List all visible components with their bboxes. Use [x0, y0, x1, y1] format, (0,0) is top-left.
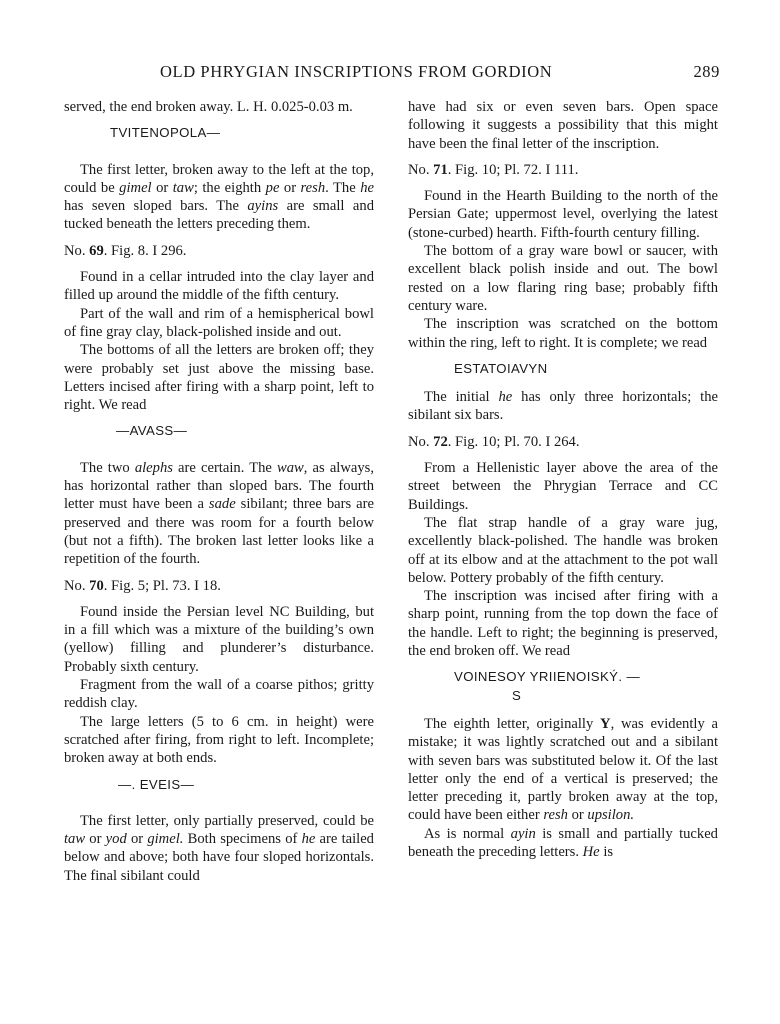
inscription: VOINESOY YRIIENOISKÝ. —	[454, 669, 641, 685]
paragraph: have had six or even seven bars. Open space following it suggests a possibility that this might have been the final letter of the inscription.	[408, 99, 718, 152]
paragraph: The first letter, broken away to the left at the top, could be gimel or taw; the eighth pe or resh. The he has seven sloped bars. The ayins are small and tucked beneath the letters preceding them.	[64, 161, 374, 233]
paragraph: The initial he has only three horizontals; the sibilant six bars.	[408, 389, 718, 424]
inscription-correction: S	[512, 687, 522, 703]
paragraph: The inscription was incised after firing with a sharp point, running from the top down the face of the handle. Left to right; the beginning is preserved, the end broken off. We read	[408, 588, 718, 660]
paragraph: The bottom of a gray ware bowl or saucer, with excellent black polish inside and out. The bowl rested on a low flaring ring base; probably fifth century ware.	[408, 243, 718, 314]
paragraph: Fragment from the wall of a coarse pithos; gritty reddish clay.	[64, 677, 374, 712]
paragraph: The bottoms of all the letters are broken off; they were probably set just above the missing base. Letters incised after firing with a sharp point, left to right. We read	[64, 342, 374, 414]
inscription: TVITENOPOLA—	[110, 125, 221, 141]
entry-heading: No. 71. Fig. 10; Pl. 72. I 111.	[408, 161, 579, 178]
paragraph: The eighth letter, originally Y, was evidently a mistake; it was lightly scratched out and a sibilant with seven bars was substituted below it. Of the last letter only the end of a vertical is preserved; the letter preceding it, partly broken away at the top, could have been either resh or upsilon.	[408, 715, 719, 824]
right-column	[408, 98, 718, 861]
inscription: ESTATOIAVYN	[454, 360, 548, 376]
entry-heading: No. 69. Fig. 8. I 296.	[64, 242, 187, 259]
running-title: OLD PHRYGIAN INSCRIPTIONS FROM GORDION	[160, 62, 553, 81]
paragraph: The two alephs are certain. The waw, as always, has horizontal rather than sloped bars. The fourth letter must have been a sade sibilant; three bars are preserved and there was room for a fourth below (but not a fifth). The broken last letter looks like a repetition of the fourth.	[64, 459, 374, 568]
paragraph: The flat strap handle of a gray ware jug, excellently black-polished. The handle was broken off at its elbow and at the attachment to the pot wall below. Pottery probably of the fifth century.	[408, 514, 718, 586]
inscription: —. EVEIS—	[118, 776, 195, 792]
page-number: 289	[693, 62, 720, 81]
entry-heading: No. 70. Fig. 5; Pl. 73. I 18.	[64, 577, 221, 594]
paragraph: As is normal ayin is small and partially tucked beneath the preceding letters. He is	[408, 825, 718, 860]
paragraph: served, the end broken away. L. H. 0.025-0.03 m.	[64, 99, 353, 115]
paragraph: Part of the wall and rim of a hemispherical bowl of fine gray clay, black-polished inside and out.	[64, 305, 374, 340]
paragraph: The large letters (5 to 6 cm. in height) were scratched after firing, from right to left. Incomplete; broken away at both ends.	[64, 713, 374, 767]
paragraph: The inscription was scratched on the bottom within the ring, left to right. It is complete; we read	[408, 316, 718, 351]
paragraph: Found inside the Persian level NC Building, but in a fill which was a mixture of the building’s own (yellow) filling and plunderer’s disturbance. Probably sixth century.	[64, 603, 374, 675]
left-column	[64, 98, 374, 885]
running-header	[60, 62, 720, 86]
paragraph: From a Hellenistic layer above the area of the street between the Phrygian Terrace and CC Buildings.	[408, 460, 718, 513]
paragraph: Found in a cellar intruded into the clay layer and filled up around the middle of the fifth century.	[64, 269, 374, 304]
inscription: —AVASS—	[116, 423, 188, 439]
entry-heading: No. 72. Fig. 10; Pl. 70. I 264.	[408, 433, 580, 450]
paragraph: Found in the Hearth Building to the north of the Persian Gate; uppermost level, overlying the latest (stone-curbed) hearth. Fifth-fourth century filling.	[408, 188, 718, 241]
paragraph: The first letter, only partially preserved, could be taw or yod or gimel. Both specimens of he are tailed below and above; both have four sloped horizontals. The final sibilant could	[64, 812, 374, 884]
